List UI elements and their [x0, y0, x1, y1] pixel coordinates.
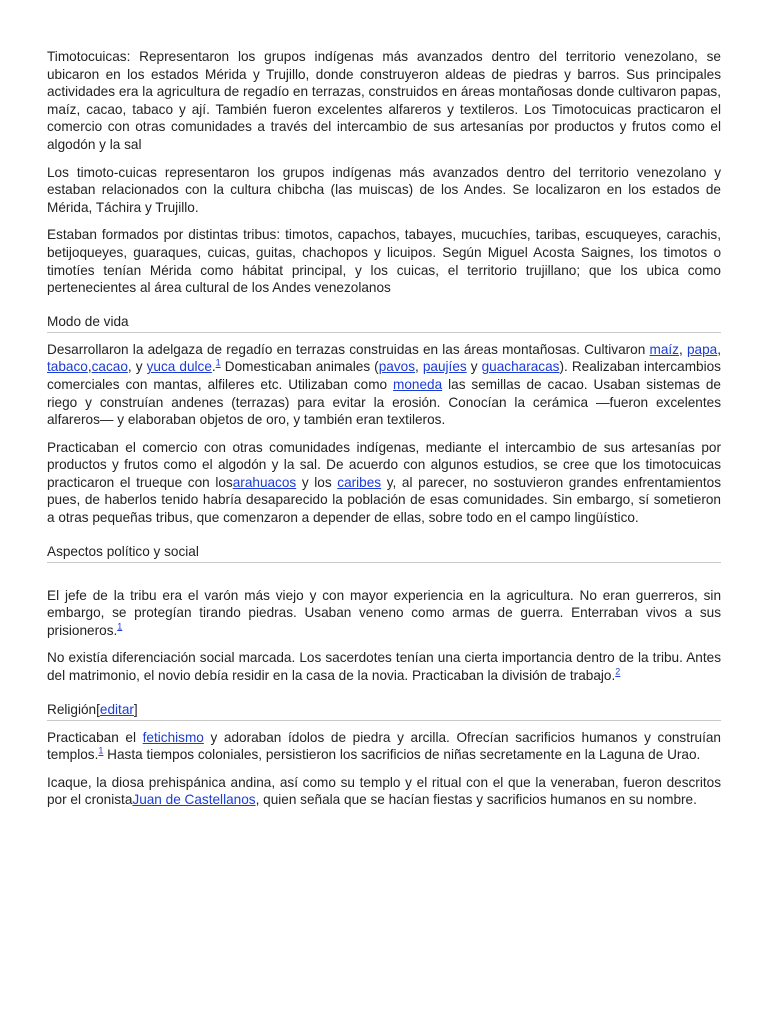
link-tabaco[interactable]: tabaco — [47, 359, 88, 375]
text-run: Domesticaban animales ( — [220, 359, 379, 375]
edit-bracket-open: [ — [96, 701, 100, 717]
religion-paragraph-2 — [47, 774, 721, 809]
modo-de-vida-paragraph-1 — [47, 341, 721, 429]
text-run: ). Realizaban intercambios comerciales con mantas, alfileres etc. Utilizaban como — [47, 359, 721, 392]
text-run: las semillas de cacao. Usaban sistemas de riego y construían andenes (terrazas) para evitar la erosión. Conocían la cerámica —fueron excelentes alfareros— y elaboraban objetos de oro, y también eran textileros. — [47, 376, 721, 428]
text-run: Hasta tiempos coloniales, persistieron los sacrificios de niñas secretamente en la Laguna de Urao. — [103, 747, 701, 763]
link-yuca-dulce[interactable]: yuca dulce — [146, 359, 212, 375]
section-heading-religion — [47, 701, 721, 721]
reference-link-2[interactable]: 2 — [615, 666, 621, 677]
article — [47, 48, 721, 819]
link-cacao[interactable]: cacao — [91, 359, 128, 375]
text-run: , — [678, 341, 687, 357]
link-maiz[interactable]: maíz — [649, 341, 679, 357]
reference-link-1[interactable]: 1 — [98, 745, 104, 756]
link-papa[interactable]: papa — [686, 341, 718, 357]
link-fetichismo[interactable]: fetichismo — [142, 729, 204, 745]
text-run: Practicaban el comercio con otras comunidades indígenas, mediante el intercambio de sus artesanías por productos y frutos como el algodón y la sal. De acuerdo con algunos estudios, se cree que los timotocuicas practicaron el trueque con los — [47, 439, 721, 490]
text-run: y, al parecer, no sostuvieron grandes enfrentamientos pues, de haberlos tenido habría desaparecido la población de esas comunidades. Sin embargo, sí sometieron a otras pequeñas tribus, que comenzaron a depender de ellas, sobre todo en el campo lingüístico. — [47, 474, 721, 526]
link-caribes[interactable]: caribes — [337, 474, 382, 490]
religion-paragraph-1 — [47, 729, 721, 764]
text-run: Practicaban el — [47, 729, 143, 745]
text-run: El jefe de la tribu era el varón más viejo y con mayor experiencia en la agricultura. No eran guerreros, sin embargo, se protegían tirando piedras. Usaban veneno como armas de guerra. Enterraban vivos a sus prisioneros. — [47, 587, 721, 638]
modo-de-vida-paragraph-2 — [47, 439, 721, 527]
link-moneda[interactable]: moneda — [393, 376, 443, 392]
text-run: , — [87, 359, 92, 375]
link-paujies[interactable]: paujíes — [422, 359, 467, 375]
text-run: y — [466, 359, 482, 375]
section-heading-aspectos: Aspectos político y social — [47, 543, 721, 563]
link-guacharacas[interactable]: guacharacas — [481, 359, 560, 375]
intro-paragraph-2: Los timoto-cuicas representaron los grupos indígenas más avanzados dentro del territorio venezolano y estaban relacionados con la cultura chibcha (las muiscas) de los Andes. Se localizaron en los estados de Mérida, Táchira y Trujillo. — [47, 164, 721, 215]
aspectos-paragraph-2 — [47, 649, 721, 684]
section-heading-modo-de-vida: Modo de vida — [47, 313, 721, 333]
link-pavos[interactable]: pavos — [378, 359, 415, 375]
text-run: y adoraban ídolos de piedra y arcilla. Ofrecían sacrificios humanos y construían templos. — [47, 729, 721, 763]
intro-paragraph-1: Timotocuicas: Representaron los grupos indígenas más avanzados dentro del territorio venezolano, se ubicaron en los estados Mérida y Trujillo, donde construyeron aldeas de piedras y barros. Sus principales actividades era la agricultura de regadío en terrazas, construidos en áreas montañosas donde cultivaron papas, maíz, cacao, tabaco y ají. También fueron excelentes alfareros y textileros. Los Timotocuicas practicaron el comercio con otras comunidades a través del intercambio de sus artesanías por productos y frutos como el algodón y la sal — [47, 49, 721, 152]
reference-marker — [117, 621, 122, 631]
text-run: . — [211, 359, 216, 375]
edit-section-link[interactable]: editar — [99, 701, 134, 717]
text-run: , — [717, 341, 721, 357]
religion-heading-text: Religión — [47, 701, 97, 717]
reference-marker — [615, 667, 620, 677]
link-juan-de-castellanos[interactable]: Juan de Castellanos — [132, 792, 256, 808]
text-run: No existía diferenciación social marcada. Los sacerdotes tenían una cierta importancia dentro de la tribu. Antes del matrimonio, el novio debía residir en la casa de la novia. Practicaban la división de trabajo. — [47, 650, 721, 684]
reference-link-1[interactable]: 1 — [215, 357, 221, 368]
reference-link-1[interactable]: 1 — [117, 621, 123, 632]
text-run: , — [415, 359, 423, 375]
text-run: Desarrollaron la adelgaza de regadío en terrazas construidas en las áreas montañosas. Cultivaron — [47, 341, 650, 357]
text-run: , quien señala que se hacían fiestas y sacrificios humanos en su nombre. — [255, 792, 697, 808]
aspectos-paragraph-1 — [47, 587, 721, 640]
edit-bracket-close: ] — [133, 701, 138, 717]
intro-paragraph-3: Estaban formados por distintas tribus: timotos, capachos, tabayes, mucuchíes, taribas, escuqueyes, carachis, betijoqueyes, guaraques, cuicas, guitas, chachopos y licuipos. Según Miguel Acosta Saignes, los timotos o timotíes tenían Mérida como hábitat principal, y los cuicas, el territorio trujillano; que los ubica como pertenecientes al área cultural de los Andes venezolanos — [47, 227, 721, 296]
text-run: , y — [127, 359, 147, 375]
link-arahuacos[interactable]: arahuacos — [232, 474, 297, 490]
text-run: y los — [296, 474, 338, 490]
text-run: Icaque, la diosa prehispánica andina, así como su templo y el ritual con el que la veneraban, fueron descritos por el cronista — [47, 774, 721, 808]
